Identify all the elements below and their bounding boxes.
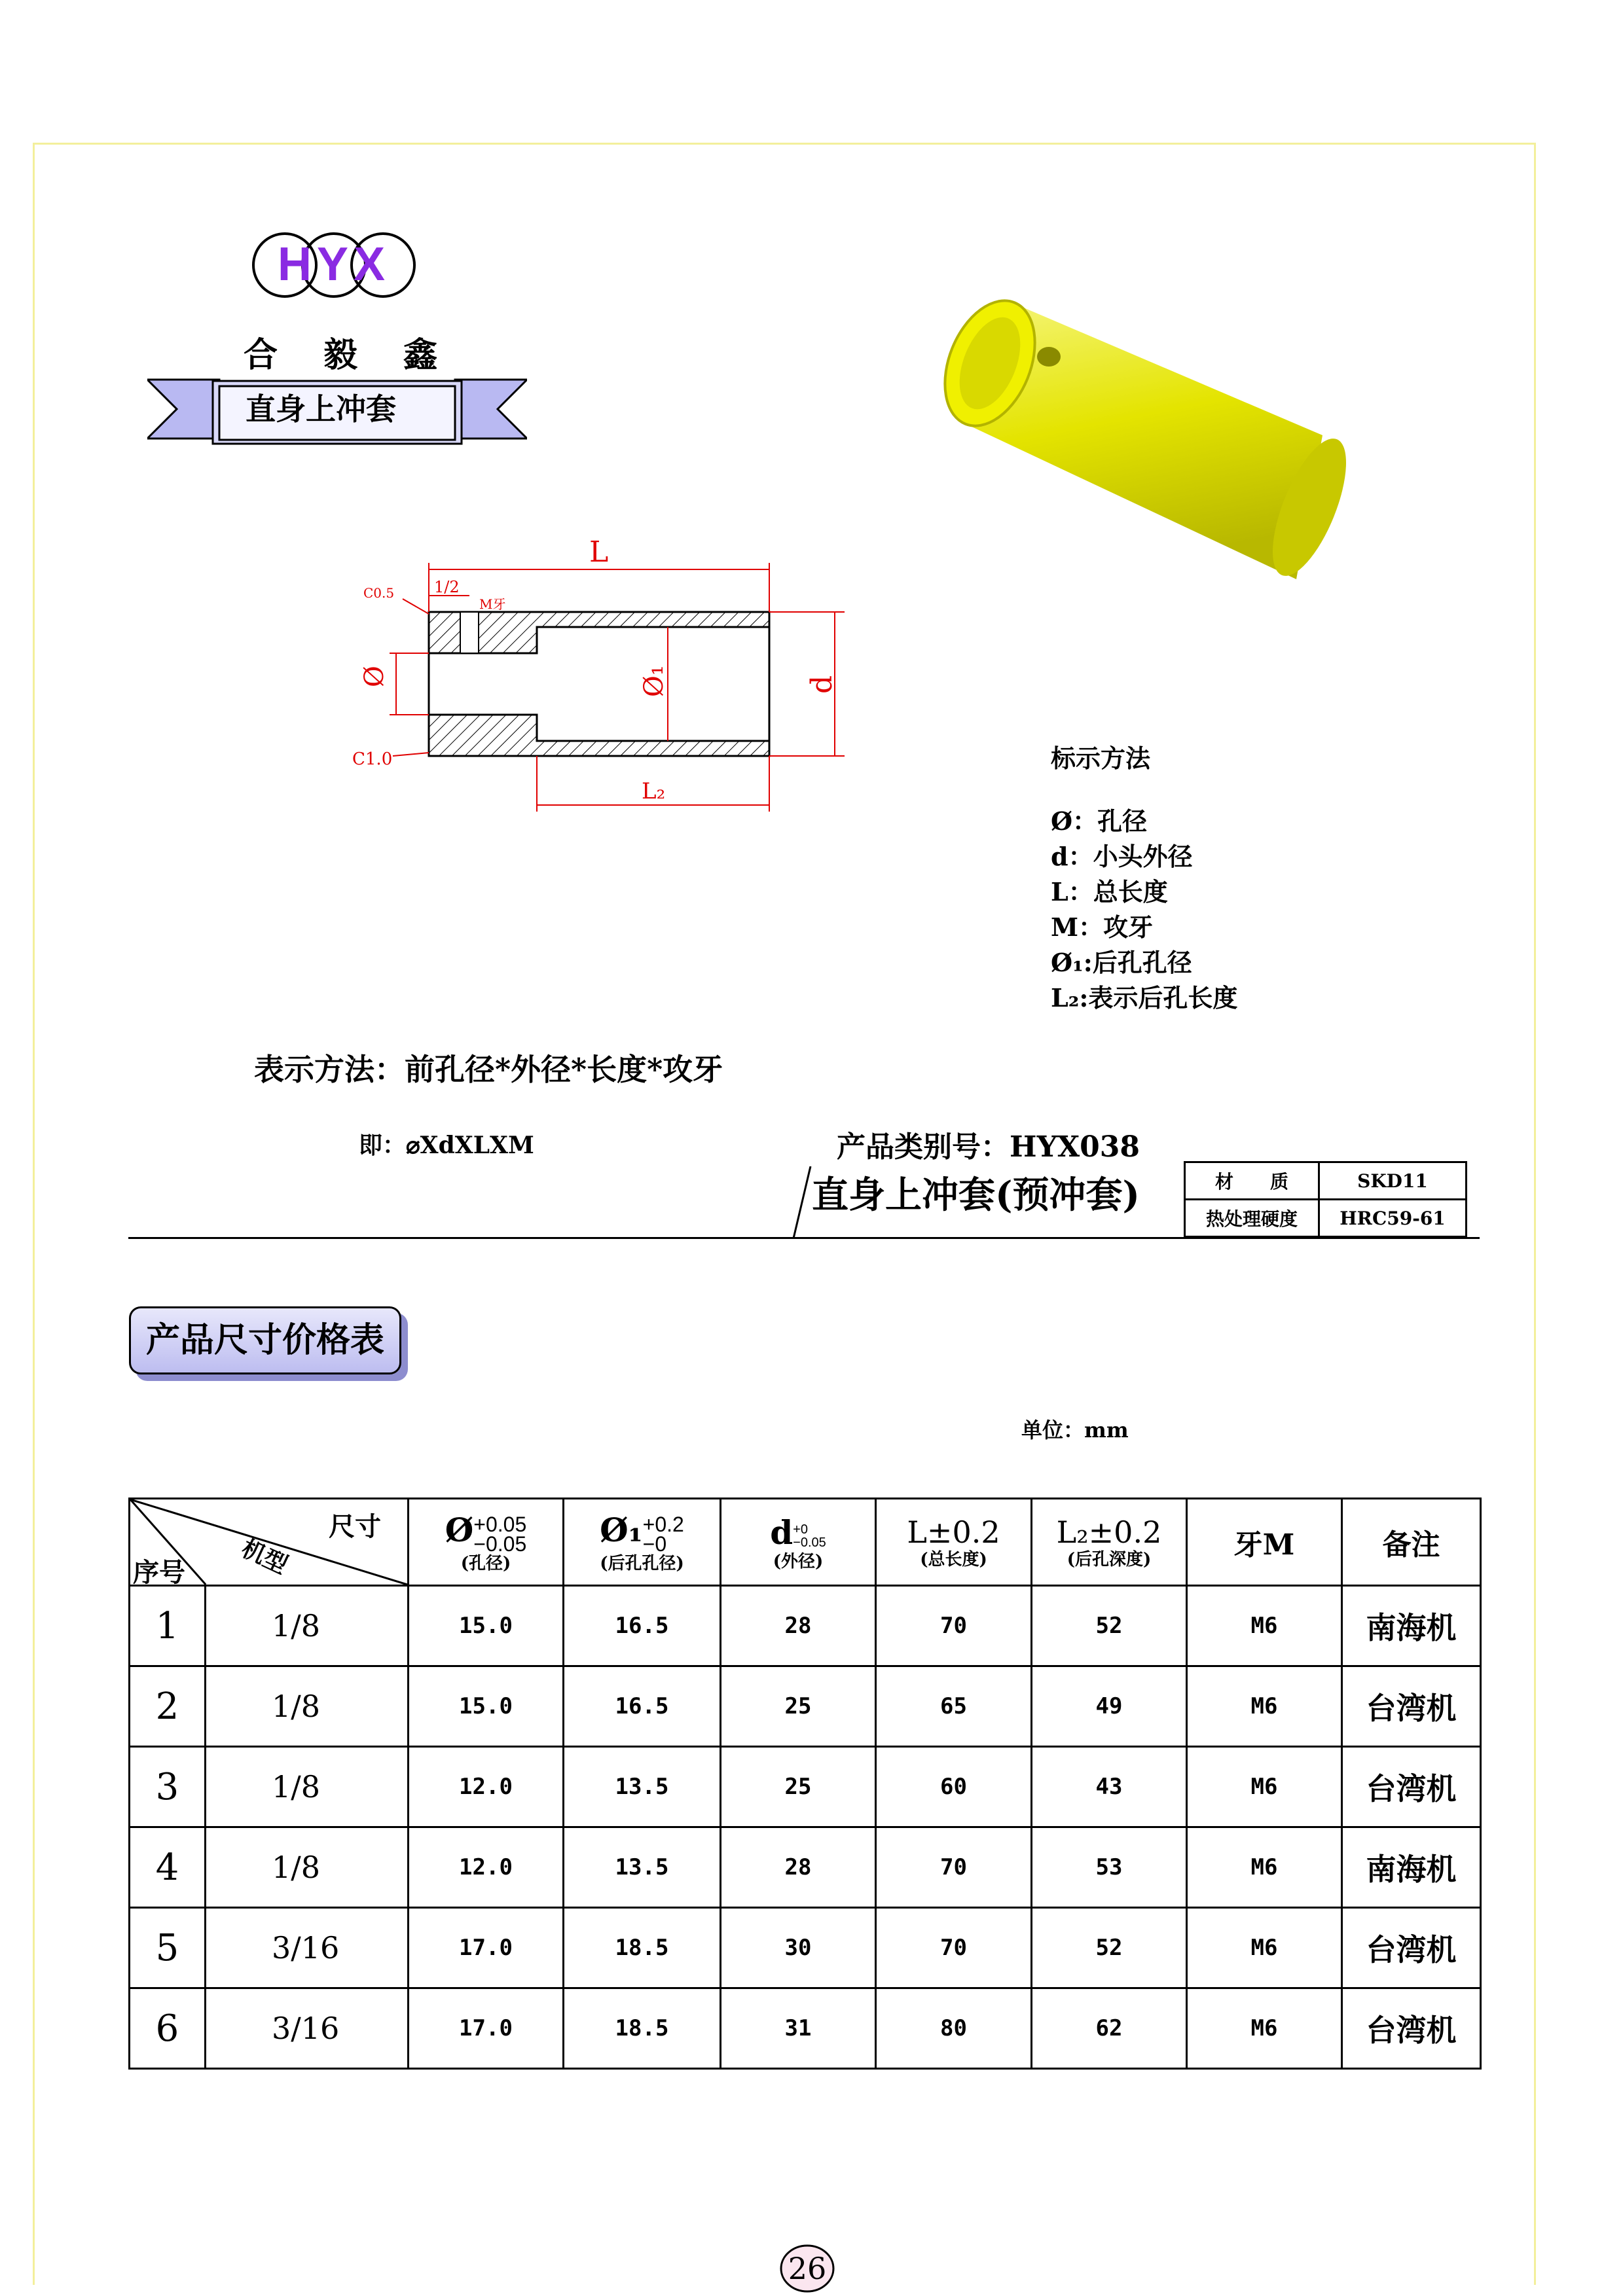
cell-remark: 台湾机 (1342, 1747, 1481, 1827)
cell-d: 25 (721, 1747, 876, 1827)
dim-L: L (589, 535, 609, 569)
cell-M: M6 (1187, 1827, 1342, 1908)
cell-model: 1/8 (206, 1586, 409, 1666)
cell-L: 60 (876, 1747, 1032, 1827)
cell-M: M6 (1187, 1666, 1342, 1747)
cell-phi1: 16.5 (564, 1666, 721, 1747)
cell-phi: 15.0 (409, 1586, 564, 1666)
cell-no: 3 (130, 1747, 206, 1827)
cell-L2: 53 (1032, 1827, 1187, 1908)
dim-L2: L₂ (642, 778, 666, 804)
product-title: 直身上冲套(预冲套) (812, 1174, 1140, 1217)
svg-text:HYX: HYX (277, 238, 391, 291)
thread-label: M牙 (479, 596, 506, 612)
cell-phi: 12.0 (409, 1827, 564, 1908)
cell-L: 65 (876, 1666, 1032, 1747)
cell-M: M6 (1187, 1586, 1342, 1666)
cell-no: 6 (130, 1988, 206, 2069)
chamfer-bottom: C1.0 (352, 749, 393, 769)
unit-label: 单位：mm (1021, 1418, 1129, 1443)
header-remark: 备注 (1342, 1499, 1481, 1586)
cell-L2: 62 (1032, 1988, 1187, 2069)
cell-L2: 49 (1032, 1666, 1187, 1747)
cell-model: 1/8 (206, 1666, 409, 1747)
cell-phi: 17.0 (409, 1988, 564, 2069)
title-slant-line (791, 1166, 814, 1238)
representation-text: 表示方法：前孔径*外径*长度*攻牙 (254, 1052, 723, 1087)
table-row (130, 1747, 1481, 1827)
cell-phi: 17.0 (409, 1908, 564, 1988)
cell-phi1: 16.5 (564, 1586, 721, 1666)
product-label: 直身上冲套 (246, 391, 396, 427)
dim-phi: Ø (359, 666, 390, 687)
cell-L2: 52 (1032, 1586, 1187, 1666)
table-row (130, 1827, 1481, 1908)
hyx-logo (249, 229, 419, 301)
cell-M: M6 (1187, 1988, 1342, 2069)
header-L2: L₂±0.2 (后孔深度) (1032, 1499, 1187, 1586)
page-number: 26 (788, 2251, 827, 2286)
cell-model: 3/16 (206, 1908, 409, 1988)
legend-title: 标示方法 (1051, 744, 1151, 773)
cell-L: 70 (876, 1586, 1032, 1666)
dim-phi1: Ø₁ (639, 665, 669, 697)
product-3d-image (930, 288, 1362, 589)
cell-remark: 南海机 (1342, 1586, 1481, 1666)
table-row (130, 1988, 1481, 2069)
legend-item: Ø：孔径 (1051, 806, 1148, 836)
cell-M: M6 (1187, 1908, 1342, 1988)
cell-remark: 台湾机 (1342, 1666, 1481, 1747)
legend-item: L₂:表示后孔长度 (1051, 983, 1238, 1013)
price-table-title: 产品尺寸价格表 (129, 1306, 401, 1374)
cell-L: 70 (876, 1827, 1032, 1908)
cell-d: 28 (721, 1586, 876, 1666)
corner-size: 尺寸 (329, 1511, 381, 1542)
heat-value: HRC59-61 (1319, 1200, 1467, 1237)
section-drawing (327, 530, 864, 825)
brand-name: 合毅鑫 (243, 335, 483, 375)
cell-L2: 52 (1032, 1908, 1187, 1988)
header-d: d +0 −0.05 (外径) (721, 1499, 876, 1586)
material-value: SKD11 (1319, 1162, 1467, 1200)
cell-no: 1 (130, 1586, 206, 1666)
header-thread: 牙M (1187, 1499, 1342, 1586)
legend-item: d：小头外径 (1051, 842, 1193, 871)
header-L: L±0.2 (总长度) (876, 1499, 1032, 1586)
cell-no: 5 (130, 1908, 206, 1988)
legend-item: L：总长度 (1051, 877, 1168, 906)
cell-remark: 南海机 (1342, 1827, 1481, 1908)
cell-phi: 12.0 (409, 1747, 564, 1827)
table-row (130, 1666, 1481, 1747)
legend-item: Ø₁:后孔孔径 (1051, 948, 1192, 977)
cell-d: 28 (721, 1827, 876, 1908)
cell-phi1: 18.5 (564, 1908, 721, 1988)
page-number-badge (779, 2244, 835, 2293)
heat-label: 热处理硬度 (1185, 1200, 1319, 1237)
cell-phi1: 13.5 (564, 1747, 721, 1827)
legend-item: M：攻牙 (1051, 912, 1154, 942)
dim-half: 1/2 (434, 578, 460, 596)
table-row (130, 1908, 1481, 1988)
cell-remark: 台湾机 (1342, 1988, 1481, 2069)
representation-example: 即：⌀XdXLXM (359, 1132, 534, 1159)
cell-L: 80 (876, 1988, 1032, 2069)
cell-phi: 15.0 (409, 1666, 564, 1747)
cell-no: 2 (130, 1666, 206, 1747)
corner-header (130, 1499, 409, 1586)
dim-d: d (805, 675, 839, 694)
corner-no: 序号 (133, 1557, 185, 1588)
cell-no: 4 (130, 1827, 206, 1908)
cell-model: 1/8 (206, 1747, 409, 1827)
cell-M: M6 (1187, 1747, 1342, 1827)
cell-d: 31 (721, 1988, 876, 2069)
cell-L2: 43 (1032, 1747, 1187, 1827)
category-number: 产品类别号：HYX038 (837, 1130, 1140, 1164)
cell-L: 70 (876, 1908, 1032, 1988)
cell-phi1: 18.5 (564, 1988, 721, 2069)
header-phi1: Ø₁ +0.2 −0 (后孔孔径) (564, 1499, 721, 1586)
material-label: 材 质 (1185, 1162, 1319, 1200)
cell-d: 25 (721, 1666, 876, 1747)
cell-model: 1/8 (206, 1827, 409, 1908)
legend-list (1051, 804, 1237, 1016)
cell-d: 30 (721, 1908, 876, 1988)
chamfer-top: C0.5 (363, 585, 395, 601)
corner-model: 机型 (237, 1534, 292, 1580)
header-phi: Ø +0.05 −0.05 (孔径) (409, 1499, 564, 1586)
table-row (130, 1586, 1481, 1666)
size-price-table (128, 1498, 1482, 2070)
cell-model: 3/16 (206, 1988, 409, 2069)
cell-remark: 台湾机 (1342, 1908, 1481, 1988)
material-table (1184, 1161, 1467, 1238)
cell-phi1: 13.5 (564, 1827, 721, 1908)
